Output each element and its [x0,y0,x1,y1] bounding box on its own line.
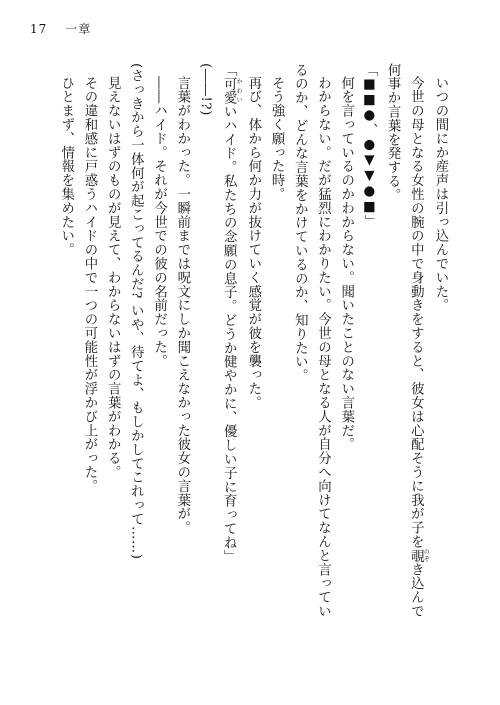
text-line: 「■■●、●▼▼●■」 [361,63,377,229]
furigana: 覗 のぞ [408,549,430,563]
text-line: 「可愛 かわいいハイド。私たちの念願の息子。どうか健やかに、優しい子に育ってね」 [221,63,243,564]
text-line: 何を言っているのかわからない。聞いたことのない言葉だ。 [338,76,354,452]
text-line: その違和感に戸惑うハイドの中で一つの可能性が浮かび上がった。 [81,76,97,494]
text-line: (――!?) [197,63,213,116]
text-line: 今世の母となる女性の腕の中で身動きをすると、彼女は心配そうに我が子を覗 のぞき込んで [408,76,430,619]
text-line: ひとまず、情報を集めたい。 [58,76,74,258]
text-line: 見えないはずのものが見えて、わからないはずの言葉がわかる。 [105,76,121,480]
chapter-title: 一章 [65,22,92,36]
text-line: 何事か言葉を発する。 [385,63,401,202]
furigana: 可愛 かわい [221,76,243,105]
text-line: ――ハイド。それが今世での彼の名前だった。 [151,76,167,369]
text-line: いつの間にか産声は引っ込んでいた。 [433,76,448,313]
text-line: るのか、どんな言葉をかけているのか、知りたい。 [292,63,308,383]
text-line: (さっきから一体何が起こってるんだ? いや、待てよ、もしかしてこれって……) [128,63,144,560]
text-line: そう強く願った時。 [269,76,285,202]
body-text [55,63,452,673]
page-number: 17 [30,22,48,36]
text-line: 言葉がわかった。一瞬前までは呪文にしか聞こえなかった彼女の言葉が。 [174,76,190,536]
page-header [30,20,91,37]
text-line: わからない。だが猛烈にわかりたい。今世の母となる人が自分へ向けてなんと言ってい [315,76,331,619]
text-line: 再び、体から何か力が抜けていく感覚が彼を襲った。 [245,76,261,410]
